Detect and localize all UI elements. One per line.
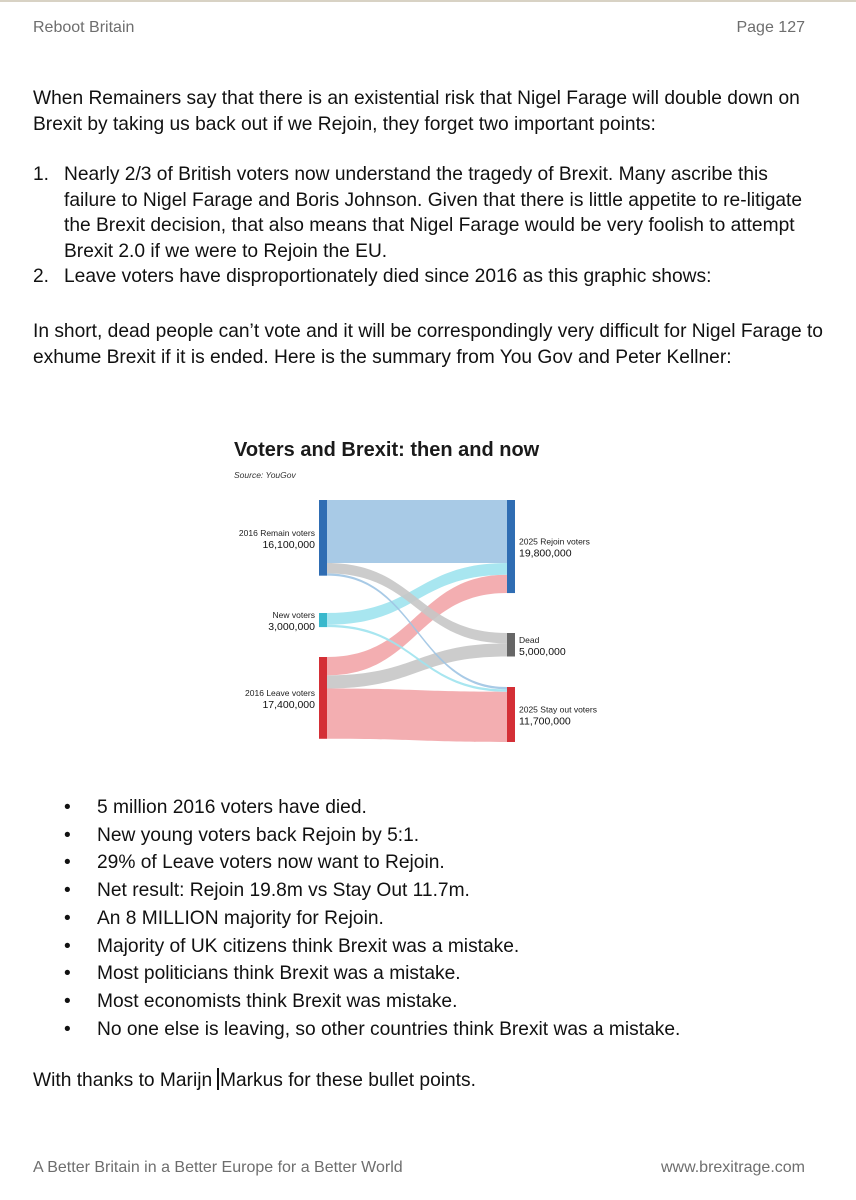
bullet-item: [64, 960, 680, 988]
bullet-item: [64, 933, 680, 961]
voters-brexit-sankey-chart: [222, 430, 622, 760]
numbered-point: [33, 162, 823, 264]
point-number: 1.: [33, 164, 50, 185]
bullet-item: [64, 988, 680, 1016]
thanks-text-before: With thanks to Marijn: [33, 1070, 218, 1091]
node-label-rejoin: 2025 Rejoin voters: [519, 536, 590, 547]
node-new: [319, 613, 327, 627]
node-stayout: [507, 687, 515, 742]
bullet-dot-icon: •: [64, 824, 71, 846]
bullet-text: 29% of Leave voters now want to Rejoin.: [97, 852, 445, 874]
chart-source: Source: YouGov: [234, 470, 296, 480]
bullet-item: [64, 849, 680, 877]
node-leave: [319, 657, 327, 739]
point-text: Nearly 2/3 of British voters now understand the tragedy of Brexit. Many ascribe this failure to Nigel Farage and Boris Johnson. Given that there is little appetite to re-litigate the Brexit decision, that also means that Nigel Farage would be very foolish to attempt Brexit 2.0 if we were to Rejoin the EU.: [64, 164, 803, 262]
bullet-dot-icon: •: [64, 963, 71, 985]
bullet-text: Majority of UK citizens think Brexit was a mistake.: [97, 935, 520, 957]
bullet-text: Most economists think Brexit was mistake.: [97, 990, 458, 1012]
point-text: Leave voters have disproportionately died since 2016 as this graphic shows:: [64, 266, 712, 287]
flow-links: [327, 500, 507, 742]
sankey-svg: [222, 430, 622, 760]
node-rejoin: [507, 500, 515, 593]
node-value-remain: 16,100,000: [262, 538, 315, 551]
bullet-text: No one else is leaving, so other countries think Brexit was a mistake.: [97, 1018, 681, 1040]
bullet-dot-icon: •: [64, 880, 71, 902]
node-value-dead: 5,000,000: [519, 645, 566, 658]
numbered-points-list: [33, 162, 823, 290]
node-value-leave: 17,400,000: [262, 698, 315, 711]
running-header-title: Reboot Britain: [33, 19, 135, 36]
footer-slogan: A Better Britain in a Better Europe for a Better World: [33, 1159, 403, 1176]
bullet-item: [64, 877, 680, 905]
bullet-dot-icon: •: [64, 852, 71, 874]
node-label-new: New voters: [272, 610, 315, 621]
bullet-dot-icon: •: [64, 797, 71, 818]
intro-paragraph: When Remainers say that there is an existential risk that Nigel Farage will double down on Brexit by taking us back out if we Rejoin, they forget two important points:: [33, 88, 800, 135]
bullet-text: An 8 MILLION majority for Rejoin.: [97, 907, 384, 929]
bullet-item: [64, 794, 680, 822]
node-value-new: 3,000,000: [268, 621, 315, 634]
thanks-text-after: Markus for these bullet points.: [219, 1070, 476, 1091]
flow-remain-to-rejoin: [327, 500, 507, 563]
node-value-stayout: 11,700,000: [519, 715, 571, 728]
numbered-point: [33, 264, 823, 290]
node-label-stayout: 2025 Stay out voters: [519, 704, 597, 715]
bullet-dot-icon: •: [64, 935, 71, 957]
key-points-list: [64, 794, 680, 1043]
bullet-item: [64, 1016, 680, 1044]
node-value-rejoin: 19,800,000: [519, 547, 572, 560]
bullet-dot-icon: •: [64, 907, 71, 929]
node-label-leave: 2016 Leave voters: [245, 687, 315, 698]
bullet-item: [64, 905, 680, 933]
footer-website: www.brexitrage.com: [660, 1159, 805, 1176]
page-number: Page 127: [736, 19, 805, 36]
thanks-line: [33, 1068, 823, 1094]
bullet-text: New young voters back Rejoin by 5:1.: [97, 824, 420, 846]
point-number: 2.: [33, 266, 50, 287]
bullet-dot-icon: •: [64, 990, 71, 1012]
node-remain: [319, 500, 327, 576]
bullet-text: Net result: Rejoin 19.8m vs Stay Out 11.7m.: [97, 880, 470, 902]
bullet-text: Most politicians think Brexit was a mistake.: [97, 963, 461, 985]
summary-paragraph: In short, dead people can’t vote and it will be correspondingly very difficult for Nigel Farage to exhume Brexit if it is ended. Here is the summary from You Gov and Peter Kellner:: [33, 321, 823, 368]
node-dead: [507, 633, 515, 657]
bullet-item: [64, 822, 680, 850]
page-top-rule: [0, 0, 856, 2]
flow-leave-to-stayout: [327, 688, 507, 742]
node-label-dead: Dead: [519, 634, 540, 645]
chart-title: Voters and Brexit: then and now: [234, 439, 540, 461]
bullet-dot-icon: •: [64, 1018, 71, 1040]
bullet-text: 5 million 2016 voters have died.: [97, 797, 367, 818]
node-label-remain: 2016 Remain voters: [238, 527, 315, 538]
text-cursor: [217, 1068, 219, 1090]
